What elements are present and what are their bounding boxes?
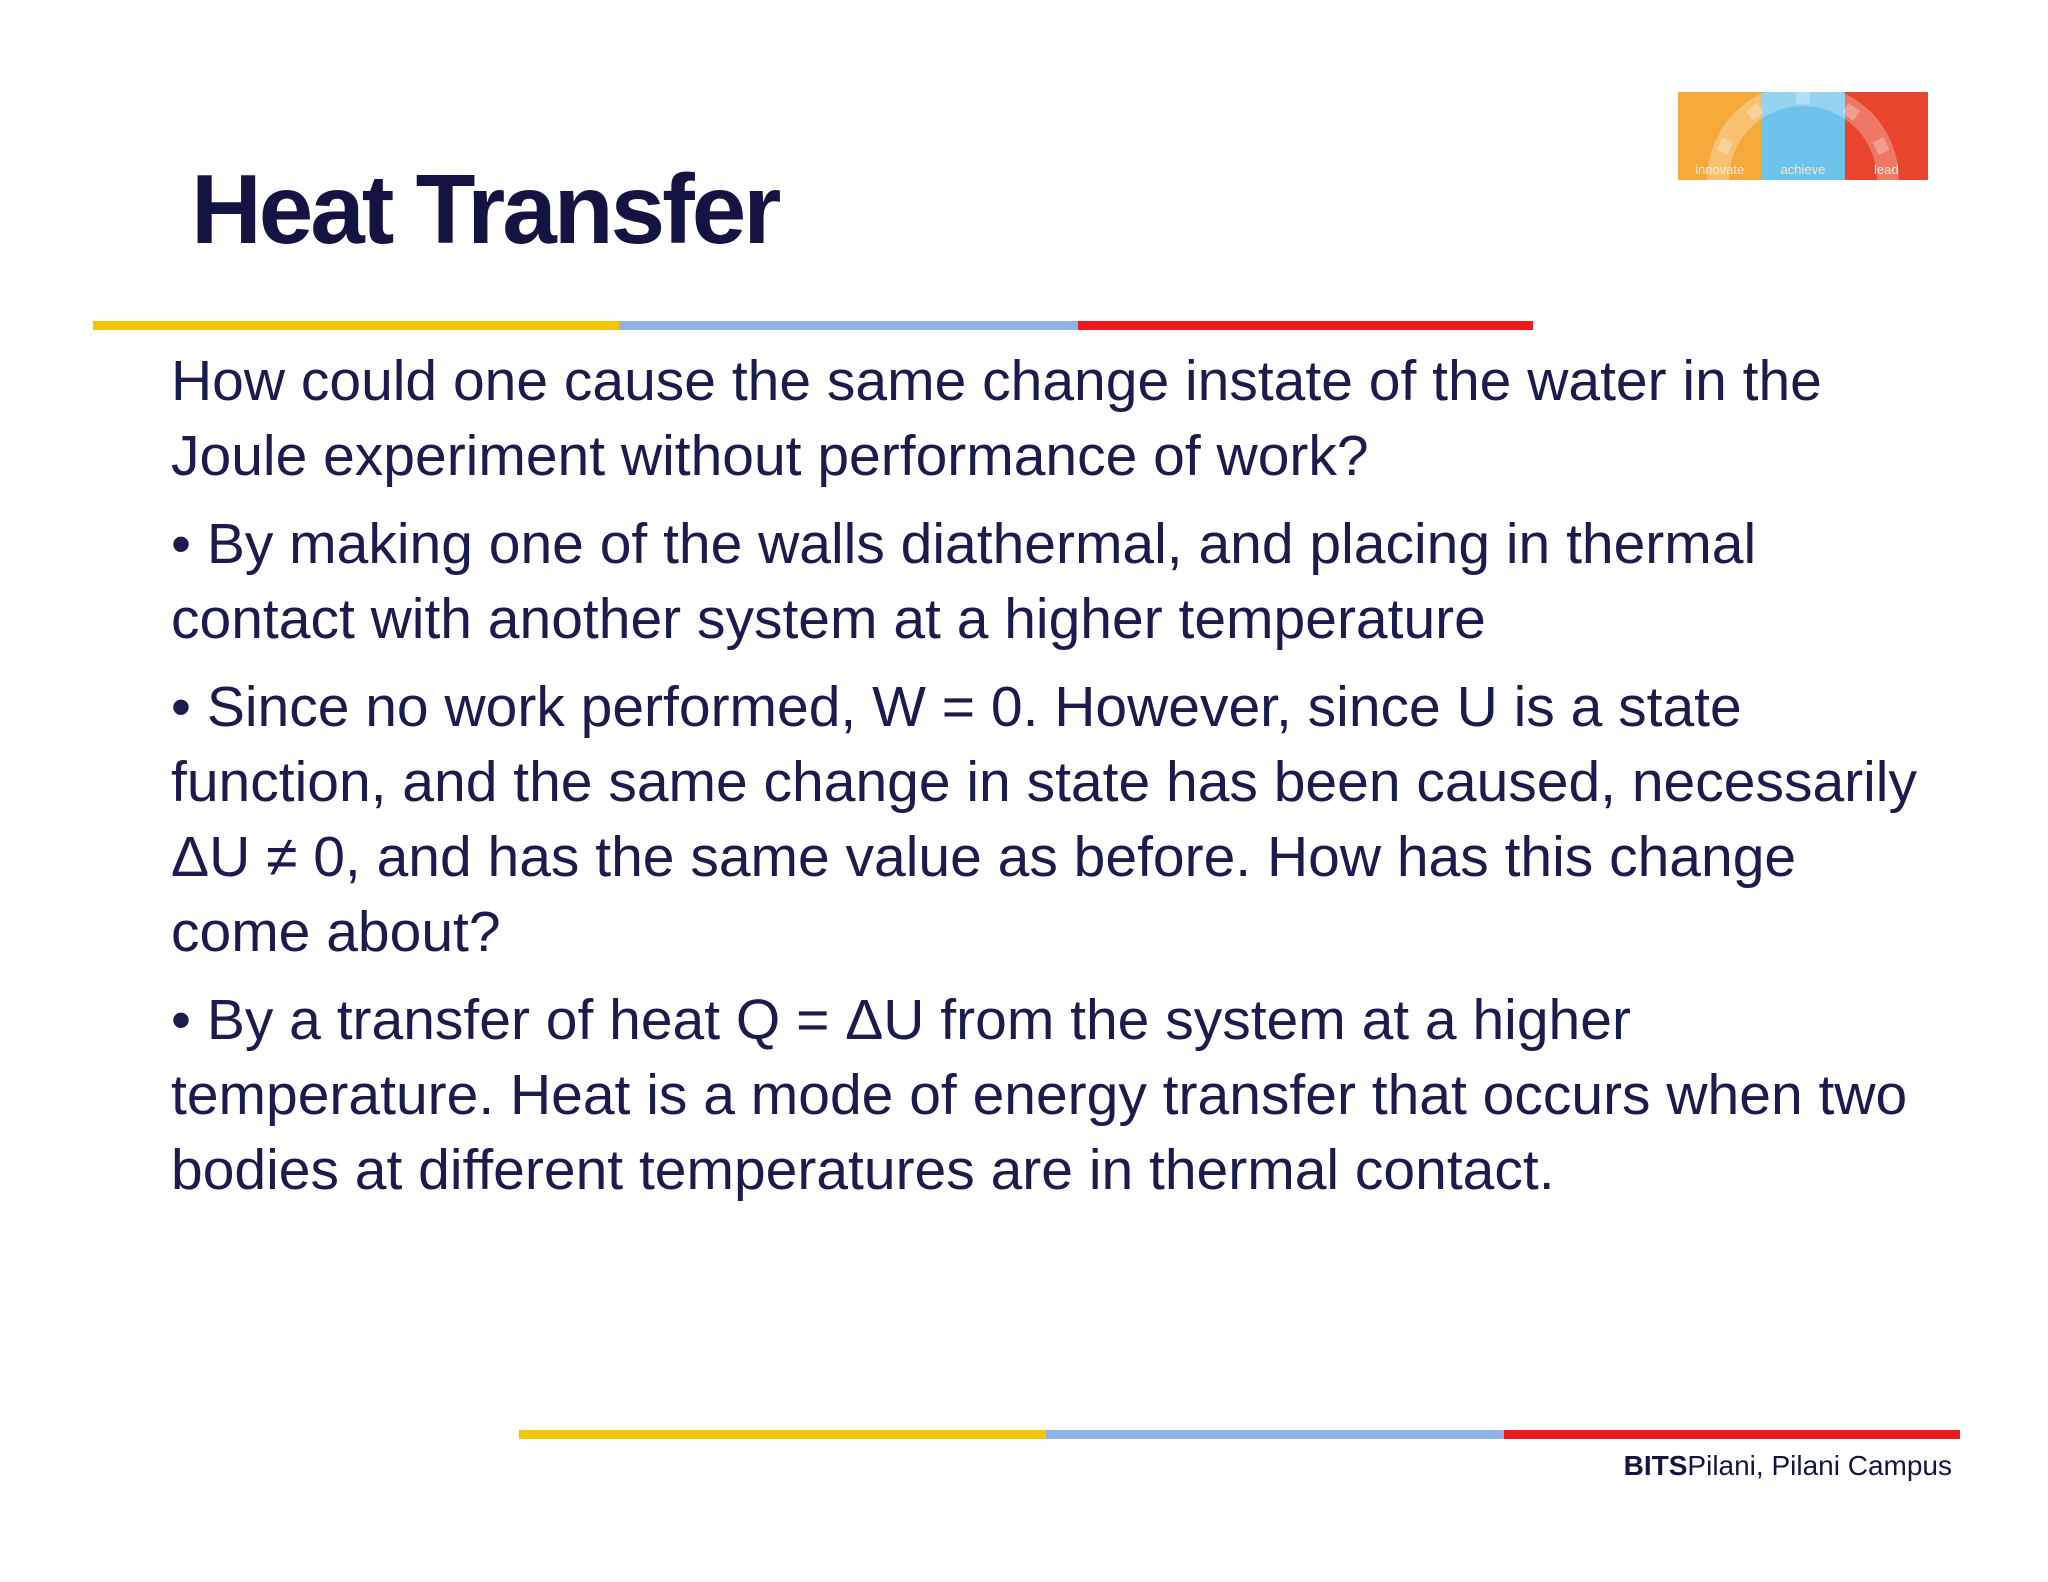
bottom-divider (519, 1430, 1960, 1439)
footer-campus (1624, 1450, 1952, 1482)
logo-word-lead: lead (1873, 162, 1899, 177)
divider-yellow-segment (93, 321, 619, 330)
bullet-item (171, 670, 1931, 970)
divider-blue-segment (619, 321, 1078, 330)
bullet-icon: • (171, 512, 191, 576)
footer-brand: BITS (1623, 1450, 1688, 1481)
bullet-text: Since no work performed, W = 0. However, since U is a state function, and the same change in state has been caused, necessarily ΔU ≠ 0, and has the same value as before. How has this change come about? (171, 675, 1917, 964)
divider-red-segment (1078, 321, 1533, 330)
divider-blue-segment (1046, 1430, 1504, 1439)
slide-body (171, 344, 1931, 1221)
logo-panel-lead (1845, 92, 1928, 180)
bullet-text: By making one of the walls diathermal, and placing in thermal contact with another system at a higher temperature (171, 512, 1757, 651)
logo-panel-innovate (1678, 92, 1761, 180)
bits-logo (1678, 92, 1928, 180)
bullet-icon: • (171, 988, 191, 1052)
intro-paragraph: How could one cause the same change instate of the water in the Joule experiment without performance of work? (171, 349, 1822, 488)
top-divider (93, 321, 1533, 330)
slide-title: Heat Transfer (191, 154, 779, 264)
logo-word-achieve: achieve (1780, 162, 1826, 177)
divider-red-segment (1504, 1430, 1960, 1439)
bullet-item (171, 983, 1931, 1208)
bullet-text: By a transfer of heat Q = ΔU from the system at a higher temperature. Heat is a mode of energy transfer that occurs when two bodies at different temperatures are in thermal contact. (171, 988, 1908, 1202)
footer-campus-name: Pilani, Pilani Campus (1687, 1450, 1952, 1481)
bullet-item (171, 507, 1931, 657)
bullet-icon: • (171, 675, 191, 739)
logo-panel-achieve (1761, 92, 1844, 180)
divider-yellow-segment (519, 1430, 1046, 1439)
logo-word-innovate: innovate (1695, 162, 1745, 177)
